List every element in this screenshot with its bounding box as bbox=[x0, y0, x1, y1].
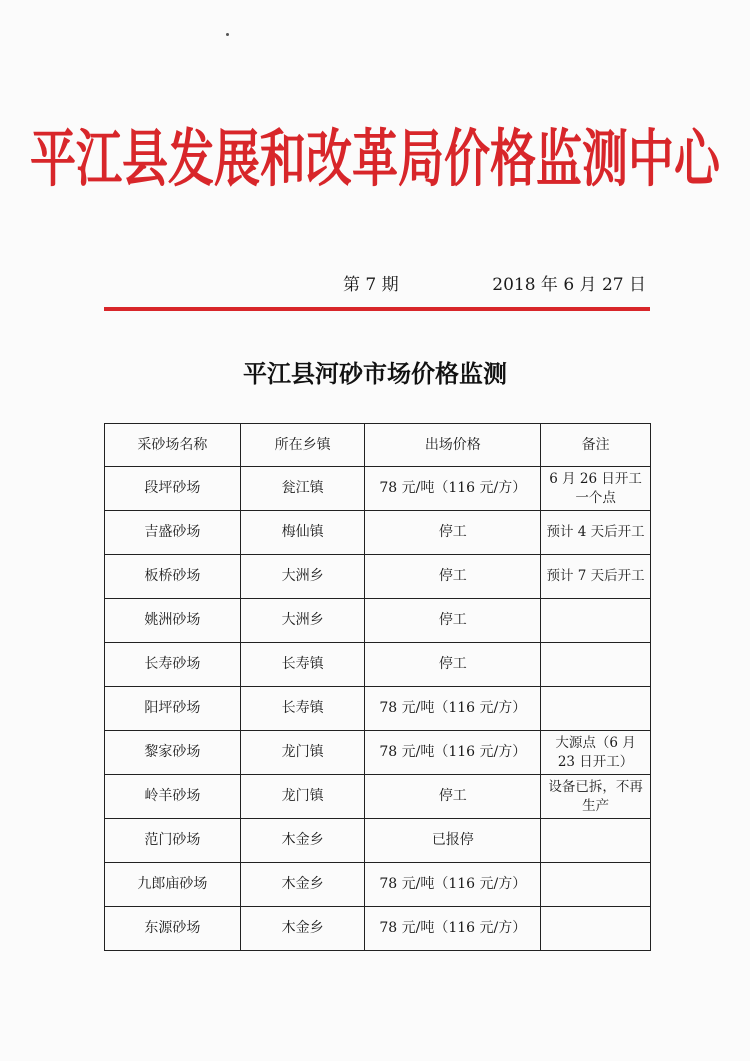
price-table bbox=[104, 423, 651, 951]
cell-price: 78 元/吨（116 元/方） bbox=[365, 863, 541, 907]
cell-price: 78 元/吨（116 元/方） bbox=[365, 907, 541, 951]
cell-town: 木金乡 bbox=[240, 819, 365, 863]
cell-note bbox=[541, 863, 651, 907]
cell-name: 长寿砂场 bbox=[105, 643, 241, 687]
issue-number: 第 7 期 bbox=[343, 275, 399, 295]
cell-name: 阳坪砂场 bbox=[105, 687, 241, 731]
table-row bbox=[105, 643, 651, 687]
table-row bbox=[105, 775, 651, 819]
cell-note: 6 月 26 日开工一个点 bbox=[541, 467, 651, 511]
cell-town: 木金乡 bbox=[240, 907, 365, 951]
cell-note bbox=[541, 643, 651, 687]
cell-note: 设备已拆，不再生产 bbox=[541, 775, 651, 819]
cell-name: 板桥砂场 bbox=[105, 555, 241, 599]
cell-price: 停工 bbox=[365, 511, 541, 555]
column-header-name: 采砂场名称 bbox=[105, 424, 241, 467]
table-row bbox=[105, 687, 651, 731]
table-row bbox=[105, 863, 651, 907]
column-header-price: 出场价格 bbox=[365, 424, 541, 467]
cell-town: 木金乡 bbox=[240, 863, 365, 907]
table-row bbox=[105, 731, 651, 775]
column-header-note: 备注 bbox=[541, 424, 651, 467]
cell-note bbox=[541, 907, 651, 951]
table-row bbox=[105, 555, 651, 599]
cell-name: 黎家砂场 bbox=[105, 731, 241, 775]
table-row bbox=[105, 511, 651, 555]
cell-price: 停工 bbox=[365, 643, 541, 687]
cell-note: 预计 4 天后开工 bbox=[541, 511, 651, 555]
cell-note bbox=[541, 599, 651, 643]
table-header-row bbox=[105, 424, 651, 467]
column-header-town: 所在乡镇 bbox=[240, 424, 365, 467]
cell-price: 已报停 bbox=[365, 819, 541, 863]
cell-name: 岭羊砂场 bbox=[105, 775, 241, 819]
cell-name: 东源砂场 bbox=[105, 907, 241, 951]
cell-town: 长寿镇 bbox=[240, 687, 365, 731]
table-row bbox=[105, 599, 651, 643]
cell-town: 长寿镇 bbox=[240, 643, 365, 687]
issue-date: 2018 年 6 月 27 日 bbox=[492, 275, 646, 295]
cell-note: 预计 7 天后开工 bbox=[541, 555, 651, 599]
cell-price: 停工 bbox=[365, 599, 541, 643]
table-row bbox=[105, 819, 651, 863]
document-title: 平江县河砂市场价格监测 bbox=[243, 359, 507, 388]
org-masthead: 平江县发展和改革局价格监测中心 bbox=[30, 122, 720, 195]
cell-name: 范门砂场 bbox=[105, 819, 241, 863]
cell-town: 龙门镇 bbox=[240, 731, 365, 775]
issue-line bbox=[0, 270, 750, 296]
table-row bbox=[105, 467, 651, 511]
cell-price: 停工 bbox=[365, 555, 541, 599]
cell-name: 九郎庙砂场 bbox=[105, 863, 241, 907]
cell-town: 瓮江镇 bbox=[240, 467, 365, 511]
cell-name: 段坪砂场 bbox=[105, 467, 241, 511]
cell-town: 大洲乡 bbox=[240, 555, 365, 599]
red-divider bbox=[104, 307, 650, 311]
cell-note bbox=[541, 687, 651, 731]
cell-price: 78 元/吨（116 元/方） bbox=[365, 687, 541, 731]
cell-town: 大洲乡 bbox=[240, 599, 365, 643]
cell-price: 78 元/吨（116 元/方） bbox=[365, 467, 541, 511]
cell-note: 大源点（6 月 23 日开工） bbox=[541, 731, 651, 775]
cell-note bbox=[541, 819, 651, 863]
cell-town: 梅仙镇 bbox=[240, 511, 365, 555]
table-row bbox=[105, 907, 651, 951]
scan-speck bbox=[226, 33, 229, 36]
cell-price: 78 元/吨（116 元/方） bbox=[365, 731, 541, 775]
cell-name: 吉盛砂场 bbox=[105, 511, 241, 555]
cell-name: 姚洲砂场 bbox=[105, 599, 241, 643]
cell-price: 停工 bbox=[365, 775, 541, 819]
cell-town: 龙门镇 bbox=[240, 775, 365, 819]
